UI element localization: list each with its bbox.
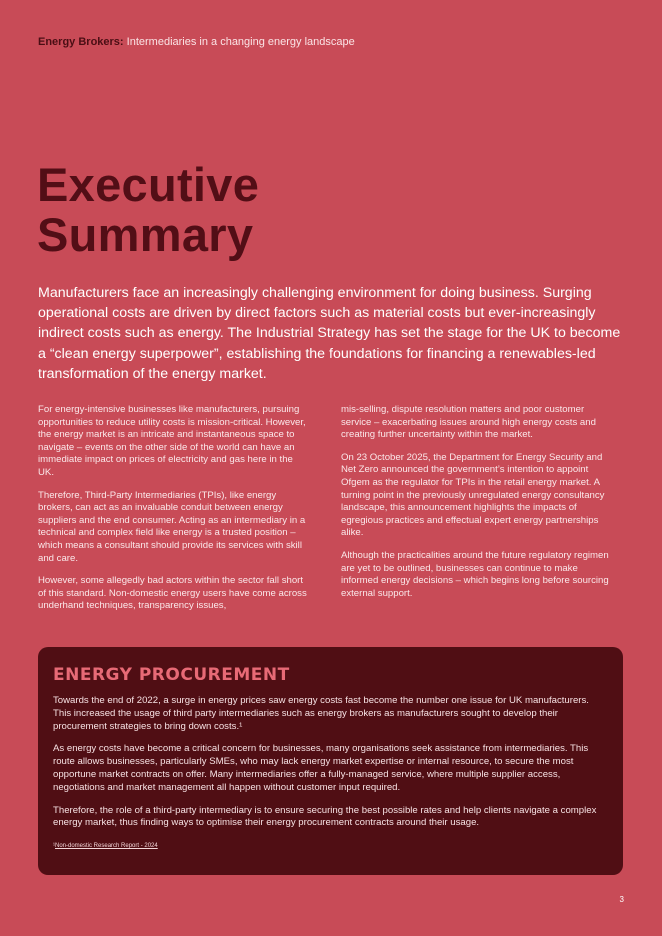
footnote-link[interactable]: Non-domestic Research Report - 2024 [55, 843, 158, 850]
body-columns [38, 404, 618, 623]
header-subtitle: Intermediaries in a changing energy landscape [126, 36, 355, 48]
footnote [53, 840, 608, 853]
page-title [37, 160, 259, 260]
left-column [38, 404, 309, 623]
footnote-mark: ¹ [53, 843, 55, 850]
body-paragraph: On 23 October 2025, the Department for Energy Security and Net Zero announced the government’s intention to appoint Ofgem as the regulator for TPIs in the retail energy market. A turning point in the previously unregulated energy consultancy landscape, this announcement highlights the impacts of egregious practices and effectual expert energy partnerships alike. [341, 451, 605, 539]
body-paragraph: However, some allegedly bad actors within the sector fall short of this standard. Non-domestic energy users have come across underhand techniques, transparency issues, [38, 575, 307, 612]
title-line-2: Summary [37, 208, 254, 261]
box-paragraph: Therefore, the role of a third-party intermediary is to ensure securing the best possible rates and help clients navigate a complex energy market, thus finding ways to optimise their energy procurement contracts around their usage. [53, 804, 597, 829]
header-brand: Energy Brokers: [38, 36, 124, 48]
box-paragraph: As energy costs have become a critical concern for businesses, many organisations seek assistance from intermediaries. This route allows businesses, particularly SMEs, who may lack energy market expertise or internal resource, to secure the most opportune market contracts on offer. Many intermediaries offer a fully-managed service, where multiple supplier access, negotiations and market management all happen without customer input required. [53, 743, 589, 793]
energy-procurement-box [38, 647, 623, 875]
box-heading: ENERGY PROCUREMENT [53, 665, 290, 685]
body-paragraph: Although the practicalities around the future regulatory regimen are yet to be outlined, businesses can continue to make informed energy decisions – which begins long before sourcing external support. [341, 549, 609, 599]
box-paragraph: Towards the end of 2022, a surge in energy prices saw energy costs fast become the number one issue for UK manufacturers. This increased the usage of third party intermediaries such as energy brokers as manufacturers sought to develop their procurement strategies to bring down costs.¹ [53, 695, 589, 732]
body-paragraph: For energy-intensive businesses like manufacturers, pursuing opportunities to reduce utility costs is mission-critical. However, the energy market is an intricate and instantaneous space to navigate – events on the other side of the world can have an immediate impact on prices of electricity and gas here in the UK. [38, 404, 306, 478]
right-column [341, 404, 612, 623]
running-header [38, 36, 355, 48]
body-paragraph: Therefore, Third-Party Intermediaries (TPIs), like energy brokers, can act as an invaluable conduit between energy suppliers and the end consumer. Acting as an intermediary in a technical and complex field like energy is a trusted position – which means a consultant should provide its services with skill and care. [38, 489, 306, 564]
title-line-1: Executive [37, 158, 260, 211]
body-paragraph: mis-selling, dispute resolution matters and poor customer service – exacerbating issues around high energy costs and creating further uncertainty within the market. [341, 404, 596, 441]
lead-paragraph: Manufacturers face an increasingly challenging environment for doing business. Surging operational costs are driven by direct factors such as material costs but ever-increasingly indirect costs such as energy. The Industrial Strategy has set the stage for the UK to become a “clean energy superpower”, establishing the foundations for financing a renewables-led transformation of the energy market. [38, 285, 621, 382]
page-number: 3 [619, 895, 624, 904]
